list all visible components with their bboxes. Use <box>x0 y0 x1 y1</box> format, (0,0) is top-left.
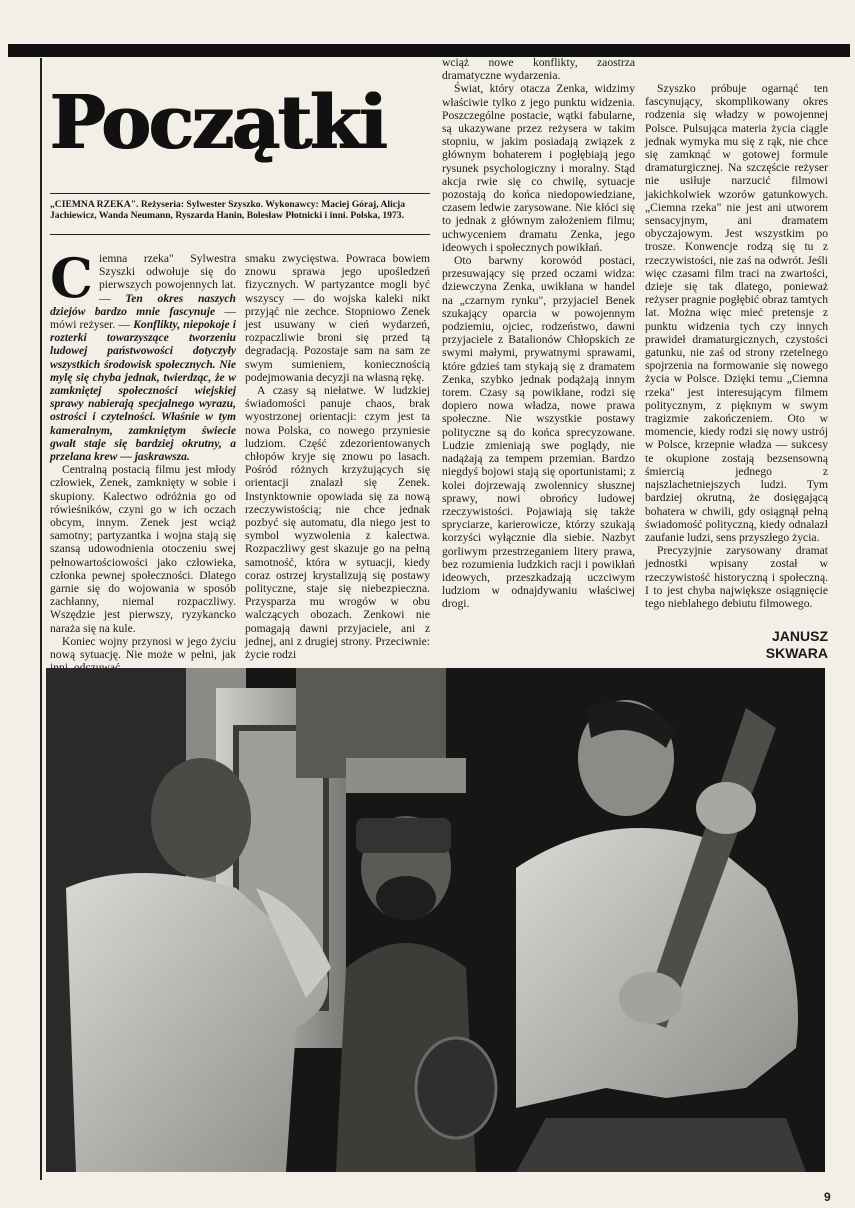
author-last-name: SKWARA <box>765 645 828 661</box>
text-run: iemna rzeka" Sylwestra Szyszki odwołuje się do pierwszych powojennych lat. — <box>98 252 236 305</box>
text-run: — mówi reżyser. — <box>50 304 237 332</box>
paragraph <box>50 246 237 464</box>
author-first-name: JANUSZ <box>771 628 828 644</box>
column-3 <box>442 56 635 664</box>
paragraph: Oto barwny korowód postaci, przesuwający się przed oczami widza: dziewczyna Zenka, uwikłana w handel na „czarnym rynku", przyjaciel Benek szukający oparcia w powojennym podziemiu, ojciec, rodzeństwo, dawni przyjaciele z Batalionów Chłopskich ze swymi małymi, prywatnymi sprawami, które gdzieś tam stykają się z dramatem Zenka, szybko jednak podążają innym torem. Czasy są powikłane, rodzi się dopiero nowa władza, nowe prawa społeczne. Nie wszystkie postawy polityczne są do końca sprecyzowane. Ludzie zmieniają swe poglądy, nie nadążają za tempem przemian. Bardzo niegdyś bojowi stają się oportunistami; z kolei dojrzewają zwolennicy słusznej sprawy, nowi obrońcy ludowej rzeczywistości. Pojawiają się także spryciarze, karierowicze, którzy szukają korzyści wyłącznie dla siebie. Nazbyt gorliwym przestrzeganiem litery prawa, bez rozumienia ludzkich racji i powikłań ideowych, przeszkadzają uczciwym ludziom w odnajdywaniu właściwej drogi. <box>442 254 635 611</box>
top-rule <box>8 44 850 57</box>
paragraph: Świat, który otacza Zenka, widzimy właściwie tylko z jego punktu widzenia. Poszczególne postacie, wątki fabularne, są ukazywane przez reżysera w takim stopniu, w jakim posiadają związek z głównym bohaterem i pogłębiają jego rysunek psychologiczny i moralny. Stąd akcja rwie się co chwilę, sytuacje pozostają do końca niedopowiedziane, czasem ledwie zarysowane. Nie kłóci się to jednak z głównym założeniem filmu; uchwyceniem dramatu Zenka, jego ideowych i społecznych powikłań. <box>442 82 635 254</box>
author-byline <box>740 628 828 662</box>
paragraph: wciąż nowe konflikty, zaostrza dramatyczne wydarzenia. <box>442 56 635 83</box>
drop-cap: C <box>50 246 93 310</box>
paragraph: Precyzyjnie zarysowany dramat jednostki wpisany został w rzeczywistość historyczną i społeczną. I to jest chyba największe osiągnięcie tego nieblahego debiutu filmowego. <box>645 544 828 610</box>
column-4 <box>645 82 828 642</box>
film-credits: „CIEMNA RZEKA". Reżyseria: Sylwester Szyszko. Wykonawcy: Maciej Góraj, Alicja Jachiewicz, Wanda Neumann, Ryszarda Hanin, Bolesław Płotnicki i inni. Polska, 1973. <box>50 193 430 221</box>
quote-run: Konflikty, niepokoje i rozterki towarzyszące tworzeniu ludowej państwowości dotyczyły wszystkich środowisk społecznych. Nie mylę się chyba jednak, twierdząc, że w zamkniętej społeczności wiejskiej sprawy nabierają specjalnego wyrazu, ostrości i czytelności. Właśnie w tym kameralnym, zamkniętym świecie gwałt staje się bardziej okrutny, a przelana krew — jaskrawsza. <box>50 318 236 464</box>
page-number: 9 <box>824 1190 831 1204</box>
article-title: Początki <box>50 80 386 166</box>
paragraph: Centralną postacią filmu jest młody człowiek, Zenek, zamknięty w sobie i skupiony. Kalectwo odróżnia go od rówieśników, czyni go w ich oczach obcym, innym. Zenek jest wciąż samotny; partyzantka i wojna stają się szansą udowodnienia otoczeniu swej pełnowartościowości jako człowieka, członka pewnej społeczności. Dlatego garnie się do wojowania w sposób zachłanny, niemal rozpaczliwy. Wszędzie jest pierwszy, ryzykancko naraża się na kule. <box>50 463 236 635</box>
column-2 <box>245 252 430 664</box>
paragraph: Koniec wojny przynosi w jego życiu nową sytuację. Nie może w pełni, jak <box>50 634 236 662</box>
paragraph: Szyszko próbuje ogarnąć ten fascynujący, skomplikowany okres rodzenia się władzy w powojennej Polsce. Pulsująca materia życia ciągle jednak wymyka mu się z rąk, nie chce się zamknąć w gotowej formule dramaturgicznej. Na szczęście reżyser nie usiłuje narzucić filmowi jakichkolwiek wzorów gatunkowych. „Ciemna rzeka" nie jest ani utworem sensacyjnym, ani dramatem obyczajowym. Jest wszystkim po trosze. Konwencje rodzą się tu z rzeczywistości, nie zaś na odwrót. Jeśli więc czasami film traci na zwartości, dzieje się tak dlatego, ponieważ reżyser pragnie pogłębić obraz tamtych lat. Można więc mieć pretensje z punktu widzenia tych czy innych prawideł dramaturgicznych, czystości gatunku, nie zaś od strony rzetelnego spojrzenia na formowanie się nowego życia w Polsce. Dzięki temu „Ciemna rzeka" jest interesującym filmem politycznym, z pięknym w swym tragizmie zakończeniem. Oto w momencie, kiedy rodzi się nowy ustrój w Polsce, krzepnie władza — sukcesy te okupione zostają bezsensowną śmiercią jednego z najszlachetniejszych ludzi. Tym bardziej okrutną, że dosięgającą bohatera w chwili, gdy osiągnął pełną świadomość polityczną, kiedy odnalazł zaufanie ludzi, sens przyszłego życia. <box>645 82 828 544</box>
paragraph: A czasy są niełatwe. W ludzkiej świadomości panuje chaos, brak wyostrzonej orientacji: czym jest ta nowa Polska, co nowego przyniesie ludziom. Część zdezorientowanych chłopów kryje się znowu po lasach. Pośród różnych krzyżujących się orientacji znalazł się Zenek. Instynktownie opowiada się za nową rzeczywistością; nie chce jednak pozbyć się automatu, dla niego jest to symbol wyzwolenia z kalectwa. Rozpaczliwy gest skazuje go na pełną samotność, która w sytuacji, kiedy coraz ostrzej krystalizują się postawy polityczne, staje się niebezpieczna. Przysparza mu wrogów w obu walczących obozach. Zenkowi nie pomagają dawni przyjaciele, ani z jednej, ani z drugiej strony. Przeciwnie: życie rodzi <box>245 384 430 662</box>
film-still-illustration <box>46 668 825 1172</box>
film-still-photo <box>46 668 825 1172</box>
credits-divider <box>50 234 430 235</box>
paragraph: smaku zwycięstwa. Powraca bowiem znowu sprawa jego upośledzeń fizycznych. W partyzantce mogli być wszyscy — do wojska kaleki nikt przyjąć nie zechce. Stopniowo Zenek jest usuwany w cień wydarzeń, rozpaczliwie broni się przed tą degradacją. Pozostaje sam na sam ze swym sumieniem, koniecznością podejmowania decyzji na własną rękę. <box>245 252 430 384</box>
quote-run: Ten okres naszych dziejów bardzo mnie fascynuje <box>50 291 236 318</box>
column-1 <box>50 246 237 664</box>
